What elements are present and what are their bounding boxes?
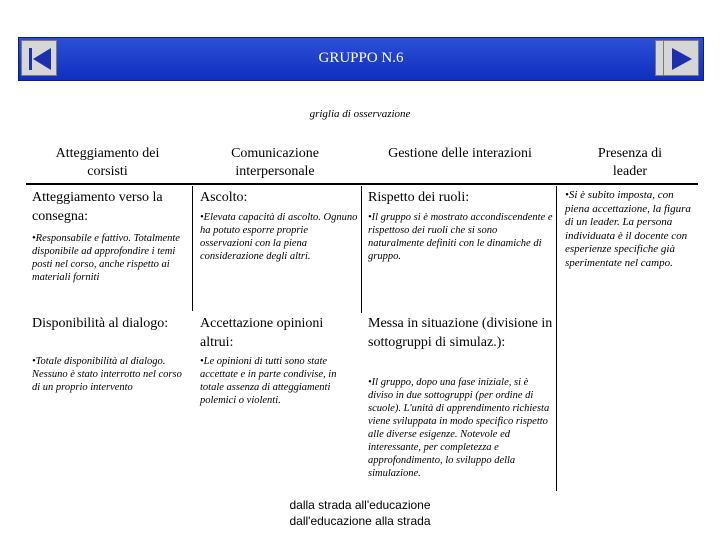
leader-text: •Si è subito imposta, con piena accettazione, la figura di un leader. La persona individuata è il docente con esperienze specifiche già sperimentate nel campo. [565,189,691,269]
column-divider [192,186,193,311]
column-header-leader: Presenza di leader [597,146,663,179]
row1-col3-title: Rispetto dei ruoli: [368,190,470,205]
footer-line-1: dalla strada all'educazione [289,498,431,512]
column-header-comunicazione: Comunicazione interpersonale [231,146,319,179]
row1-col2-text: •Elevata capacità di ascolto. Ognuno ha potuto esporre proprie osservazioni con la piena considerazione degli altri. [200,212,358,262]
row2-col3-title: Messa in situazione (divisione in sottogruppi di simulaz.): [368,316,553,350]
column-header-gestione: Gestione delle interazioni [388,146,532,161]
column-divider [556,186,557,491]
column-divider [361,186,362,313]
row1-col3-text: •Il gruppo si è mostrato accondiscendente e rispettoso dei ruoli che si sono naturalmente definiti con le dinamiche di gruppo. [368,212,553,262]
column-header-atteggiamento: Atteggiamento dei corsisti [55,146,160,179]
next-slide-button[interactable] [663,40,699,76]
row2-col3-text: •Il gruppo, dopo una fase iniziale, si è diviso in due sottogruppi (per ordine di scuole). L'unità di apprendimento richiesta viene sviluppata in modo specifico rispetto alle diverse esigenze. Notevole ed interessante, per completezza e approfondimento, lo sviluppo della simulazione. [368,377,550,479]
row2-col2-title: Accettazione opinioni altrui: [200,316,324,350]
subtitle: griglia di osservazione [309,108,411,120]
footer-line-2: dall'educazione alla strada [289,514,431,528]
row1-col2-title: Ascolto: [200,190,248,205]
footer [0,497,720,529]
row1-col1-text: •Responsabile e fattivo. Totalmente disponibile ad approfondire i temi posti nel corso, anche rispetto ai materiali forniti [32,233,180,283]
header-divider [26,183,698,185]
row1-col1-title: Atteggiamento verso la consegna: [32,190,163,224]
title-bar [18,37,704,81]
row2-col1-text: •Totale disponibilità al dialogo. Nessuno è stato interrotto nel corso di un proprio intervento [32,356,182,393]
page-title: GRUPPO N.6 [318,50,404,66]
row2-col1-title: Disponibilità al dialogo: [32,316,169,331]
row2-col2-text: •Le opinioni di tutti sono state accettate e in parte condivise, in totale assenza di atteggiamenti polemici o violenti. [200,356,337,406]
